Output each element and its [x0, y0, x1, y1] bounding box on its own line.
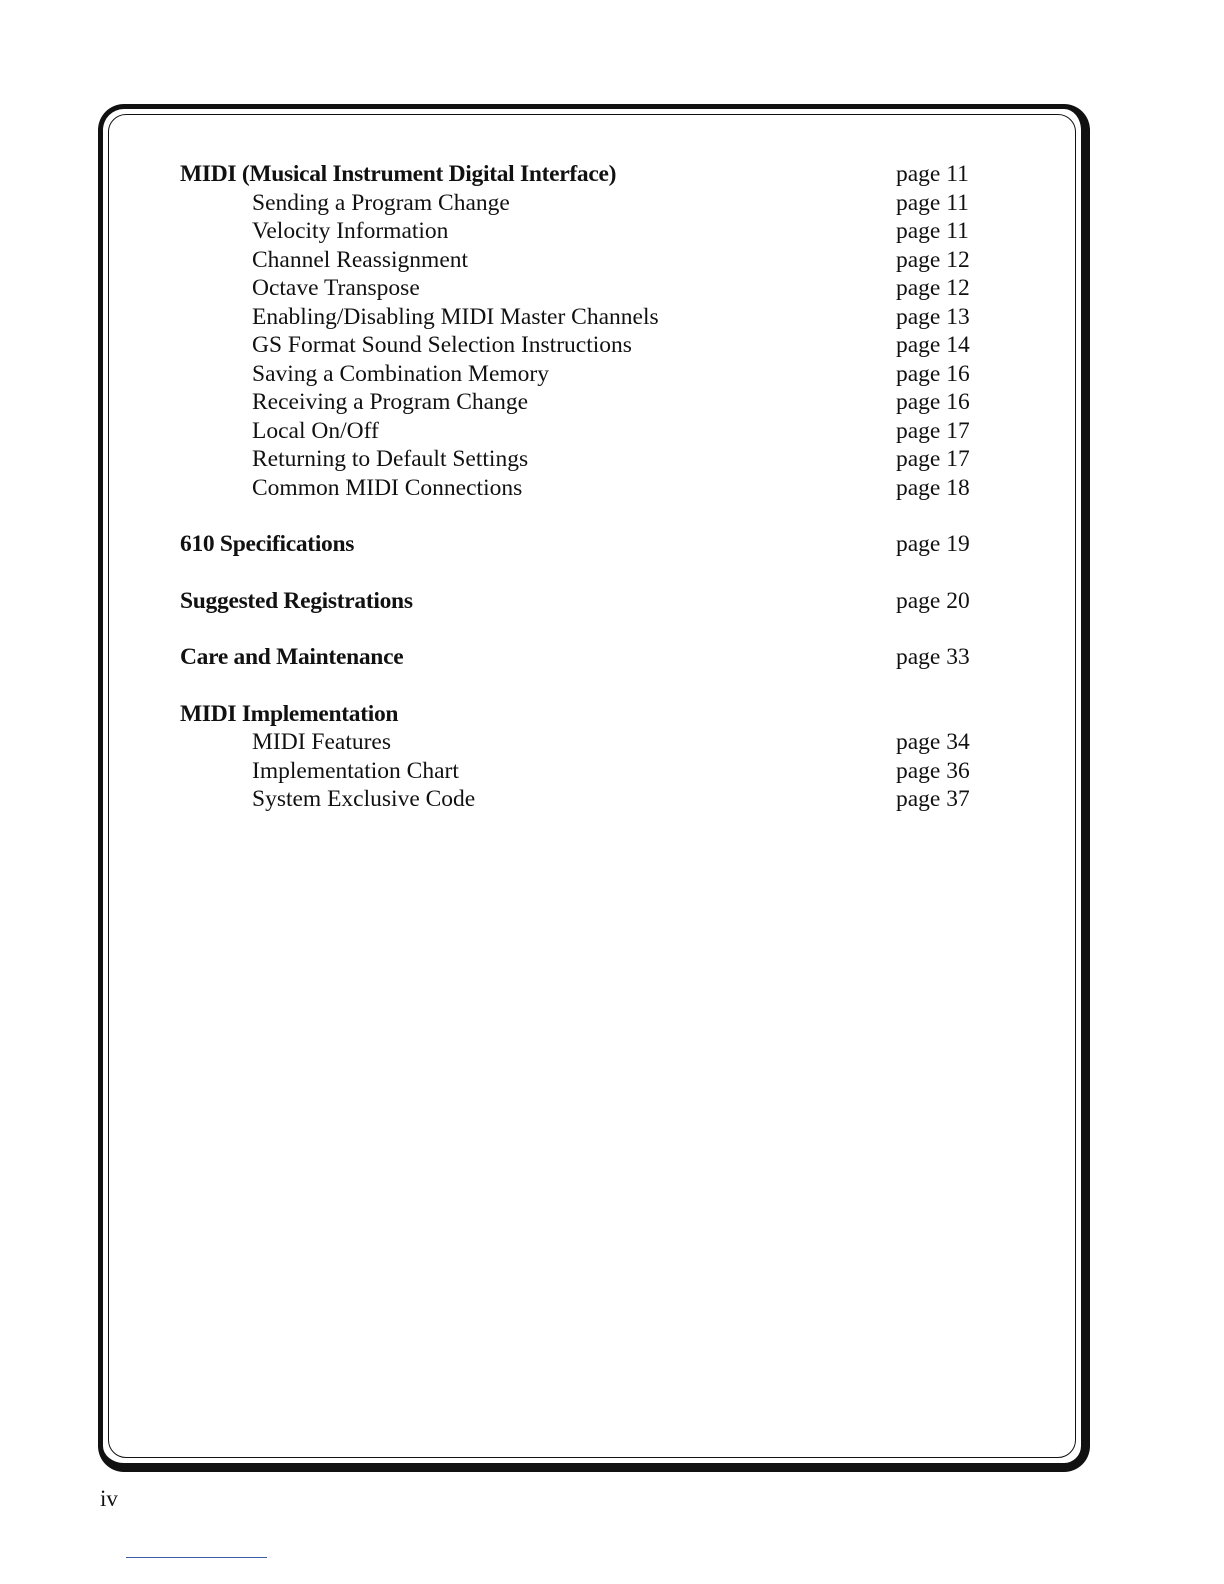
toc-entry[interactable]: [180, 274, 980, 303]
toc-entry[interactable]: [180, 189, 980, 218]
toc-entry-title: Channel Reassignment: [252, 246, 469, 273]
toc-entry-title: System Exclusive Code: [252, 786, 476, 812]
toc-page-ref: page 17: [896, 446, 970, 472]
toc-page-ref: page 16: [896, 389, 970, 415]
toc-entry-title: Enabling/Disabling MIDI Master Channels: [252, 303, 659, 330]
toc-entry[interactable]: [180, 417, 980, 446]
toc-entry-title: Receiving a Program Change: [252, 389, 529, 415]
toc-page-ref: page 13: [896, 303, 970, 330]
toc-page-ref: page 20: [896, 587, 970, 614]
toc-entry-title: MIDI Features: [252, 729, 392, 755]
toc-section-midi[interactable]: [180, 160, 980, 189]
toc-entry[interactable]: [180, 757, 980, 786]
toc-page-ref: page 18: [896, 474, 970, 501]
toc-page-ref: page 16: [896, 360, 970, 387]
toc-page-ref: page 11: [896, 218, 969, 244]
toc-page-ref: page 33: [896, 644, 970, 670]
toc-entry-title: Octave Transpose: [252, 275, 420, 301]
toc-entry-title: Implementation Chart: [252, 757, 459, 784]
toc-section-registrations[interactable]: [180, 587, 980, 616]
toc-page-ref: page 12: [896, 246, 970, 273]
toc-entry[interactable]: [180, 388, 980, 417]
toc-entry-title: Velocity Information: [252, 218, 449, 244]
toc-section-title: Suggested Registrations: [180, 587, 413, 614]
toc-entry[interactable]: [180, 331, 980, 360]
toc-section-title: MIDI Implementation: [180, 700, 399, 727]
toc-entry-title: Returning to Default Settings: [252, 446, 529, 472]
toc-page-ref: page 11: [896, 161, 969, 187]
toc-section-title: Care and Maintenance: [180, 644, 404, 670]
toc-page-ref: page 14: [896, 332, 970, 358]
toc-entry[interactable]: [180, 785, 980, 814]
toc-section-title: 610 Specifications: [180, 531, 355, 557]
toc-entry[interactable]: [180, 217, 980, 246]
toc-section-specifications[interactable]: [180, 530, 980, 559]
toc-entry-title: Saving a Combination Memory: [252, 360, 549, 387]
toc-section-midi-implementation[interactable]: [180, 700, 980, 729]
table-of-contents: [180, 160, 980, 814]
toc-page-ref: page 36: [896, 757, 970, 784]
toc-entry[interactable]: [180, 474, 980, 503]
toc-page-ref: page 12: [896, 275, 970, 301]
toc-entry-title: Sending a Program Change: [252, 189, 510, 216]
toc-entry[interactable]: [180, 360, 980, 389]
toc-section-care[interactable]: [180, 643, 980, 672]
toc-page-ref: page 19: [896, 531, 970, 557]
toc-entry-title: Local On/Off: [252, 417, 379, 444]
footer-rule: [126, 1557, 267, 1558]
toc-entry-title: Common MIDI Connections: [252, 474, 523, 501]
toc-page-ref: page 11: [896, 189, 969, 216]
toc-entry[interactable]: [180, 728, 980, 757]
page-number: iv: [100, 1486, 118, 1511]
toc-page-ref: page 37: [896, 786, 970, 812]
toc-section-title: MIDI (Musical Instrument Digital Interface): [180, 161, 617, 187]
toc-page-ref: page 17: [896, 417, 970, 444]
toc-entry-title: GS Format Sound Selection Instructions: [252, 332, 632, 358]
toc-entry[interactable]: [180, 445, 980, 474]
toc-entry[interactable]: [180, 246, 980, 275]
toc-entry[interactable]: [180, 303, 980, 332]
toc-page-ref: page 34: [896, 729, 970, 755]
